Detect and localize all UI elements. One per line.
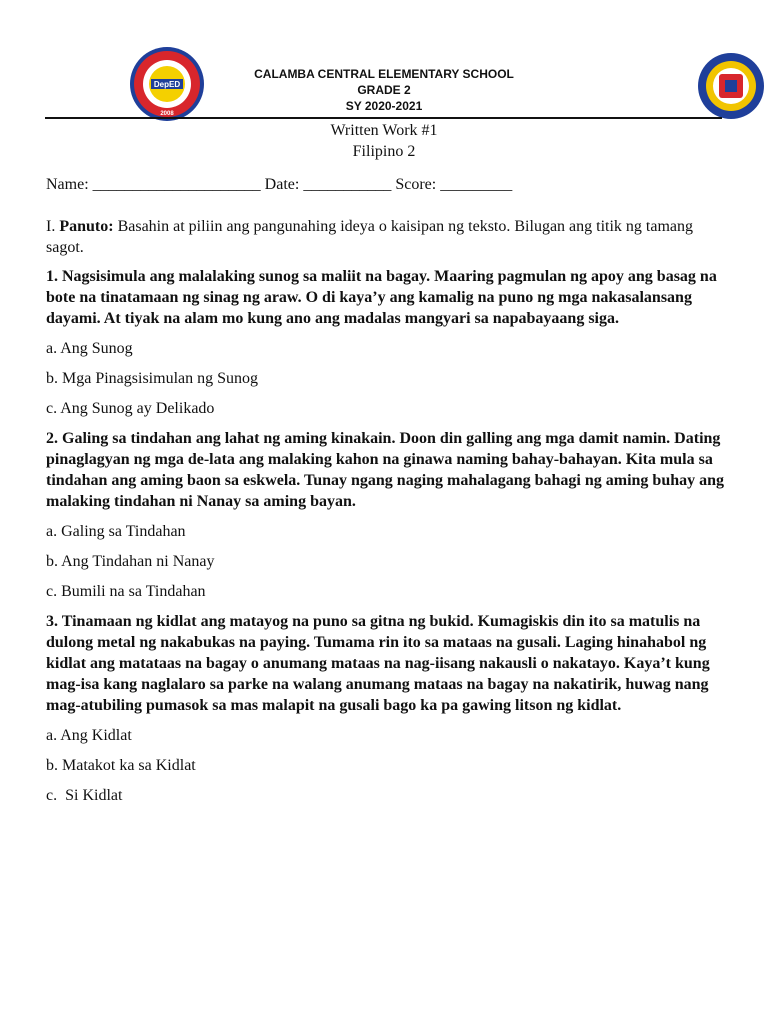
division-seal-center-text: DepED <box>153 80 181 89</box>
question-passage: Tinamaan ng kidlat ang matayog na puno sa gitna ng bukid. Kumagiskis din ito sa matulis na dulong metal ng nakabukas na paying. Tumama rin ito sa mataas na gusali. Laging hinahabol ng kidlat ang matataas na bagay o anumang mataas na nag-iisang nakausli o nakatayo. Kaya’t kung mag-isa kang naglalaro sa parke na walang anumang mataas na bagay na nakatirik, huwag nang mag-atubiling pumasok sa mas malapit na gusali bago ka pa gawing litson ng kidlat. <box>46 613 710 714</box>
date-blank[interactable]: ___________ <box>303 176 392 193</box>
answer-choice[interactable]: c. Si Kidlat <box>46 787 123 804</box>
document-header <box>0 0 768 160</box>
instructions-label: Panuto: <box>59 218 114 235</box>
answer-choice[interactable]: c. Bumili na sa Tindahan <box>46 583 206 600</box>
question-number: 1. <box>46 268 58 285</box>
score-label: Score: <box>395 176 437 193</box>
date-label: Date: <box>264 176 300 193</box>
name-label: Name: <box>46 176 89 193</box>
answer-choice[interactable]: a. Galing sa Tindahan <box>46 523 186 540</box>
work-title: Written Work #1 <box>330 122 438 139</box>
deped-seal-logo <box>697 52 765 120</box>
school-year: SY 2020-2021 <box>345 99 423 113</box>
name-blank[interactable]: _____________________ <box>92 176 261 193</box>
header-divider <box>45 117 722 119</box>
question-block <box>46 611 726 806</box>
school-info <box>0 66 768 114</box>
instructions-number: I. <box>46 218 56 235</box>
school-name: CALAMBA CENTRAL ELEMENTARY SCHOOL <box>254 67 514 81</box>
grade-level: GRADE 2 <box>357 83 411 97</box>
instructions-text: Basahin at piliin ang pangunahing ideya o kaisipan ng teksto. Bilugan ang titik ng tamang sagot. <box>46 218 694 256</box>
student-info-row <box>46 176 512 194</box>
question-number: 2. <box>46 430 58 447</box>
question-text <box>46 611 726 716</box>
score-blank[interactable]: _________ <box>440 176 513 193</box>
worksheet-titles <box>0 120 768 162</box>
instructions <box>46 216 726 258</box>
division-seal-year-text: 2008 <box>160 111 174 117</box>
answer-choice[interactable]: c. Ang Sunog ay Delikado <box>46 400 215 417</box>
answer-choice[interactable]: a. Ang Kidlat <box>46 727 132 744</box>
worksheet-body <box>46 216 726 815</box>
question-block <box>46 266 726 419</box>
answer-choice[interactable]: a. Ang Sunog <box>46 340 133 357</box>
subject-title: Filipino 2 <box>352 143 416 160</box>
question-text <box>46 428 726 512</box>
answer-choice[interactable]: b. Ang Tindahan ni Nanay <box>46 553 215 570</box>
question-number: 3. <box>46 613 58 630</box>
question-passage: Nagsisimula ang malalaking sunog sa maliit na bagay. Maaring pagmulan ng apoy ang basag na bote na tinatamaan ng sinag ng araw. O di kaya’y ang kamalig na puno ng mga nakasalansang dayami. At tiyak na alam mo kung ano ang madalas mangyari sa napabayaang siga. <box>46 268 717 327</box>
answer-choice[interactable]: b. Matakot ka sa Kidlat <box>46 757 196 774</box>
question-text <box>46 266 726 329</box>
answer-choice[interactable]: b. Mga Pinagsisimulan ng Sunog <box>46 370 259 387</box>
question-block <box>46 428 726 602</box>
question-passage: Galing sa tindahan ang lahat ng aming kinakain. Doon din galling ang mga damit namin. Dating pinaglagyan ng mga de-lata ang malaking kahon na ginawa naming bahay-bahayan. Kita mula sa tindahan ang aming baon sa eskwela. Tunay ngang naging mahalagang bahagi ng aming buhay ang malaking tindahan ni Nanay sa aming bayan. <box>46 430 725 510</box>
